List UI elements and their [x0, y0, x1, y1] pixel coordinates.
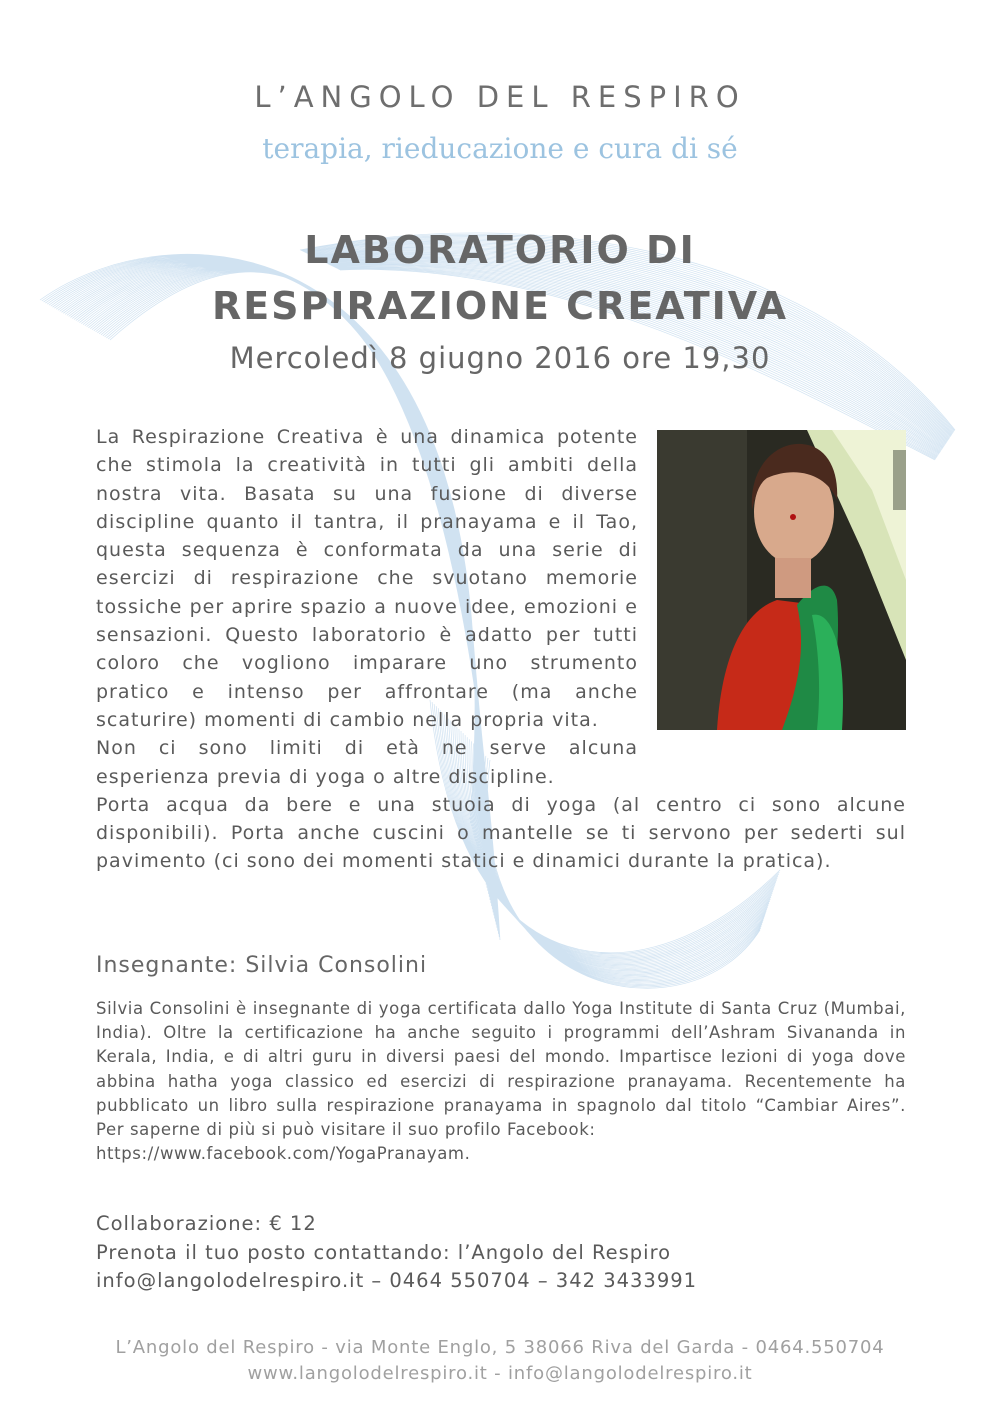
contact-line[interactable]: info@langolodelrespiro.it – 0464 550704 – 342 3433991 [96, 1269, 698, 1292]
facebook-link[interactable]: https://www.facebook.com/YogaPranayam. [96, 1144, 471, 1164]
footer [0, 1335, 1000, 1387]
teacher-heading: Insegnante: Silvia Consolini [96, 953, 428, 978]
teacher-bio-text: Silvia Consolini è insegnante di yoga certificata dallo Yoga Institute di Santa Cruz (Mumbai, India). Oltre la certificazione ha anche seguito i programmi dell’Ashram Sivananda in Kerala, India, e di altri guru in diversi paesi del mondo. Impartisce lezioni di yoga dove abbina hatha yoga classico ed esercizi di respirazione pranayama. Recentemente ha pubblicato un libro sulla respirazione pranayama in spagnolo dal titolo “Cambiar Aires”. Per saperne di più si può visitare il suo profilo Facebook: [96, 999, 906, 1140]
event-title-line1: LABORATORIO DI [304, 228, 696, 272]
teacher-bio [96, 997, 906, 1166]
event-date: Mercoledì 8 giugno 2016 ore 19,30 [229, 341, 771, 375]
price: Collaborazione: € 12 [96, 1212, 317, 1235]
event-description [96, 423, 906, 876]
description-paragraph-2: Non ci sono limiti di età ne serve alcuna esperienza previa di yoga o altre discipline. [96, 737, 638, 788]
description-paragraph-1: La Respirazione Creativa è una dinamica potente che stimola la creatività in tutti gli ambiti della nostra vita. Basata su una fusione di diverse discipline quanto il tantra, il pranayama e il Tao, questa sequenza è conformata da una serie di esercizi di respirazione che svuotano memorie tossiche per aprire spazio a nuove idee, emozioni e sensazioni. Questo laboratorio è adatto per tutti coloro che vogliono imparare uno strumento pratico e intenso per affrontare (ma anche scaturire) momenti di cambio nella propria vita. [96, 426, 638, 731]
event-title [0, 222, 1000, 334]
brand-name: L’ANGOLO DEL RESPIRO [254, 80, 746, 114]
booking-info [96, 1210, 906, 1296]
footer-address: L’Angolo del Respiro - via Monte Englo, 5 38066 Riva del Garda - 0464.550704 [115, 1337, 885, 1358]
brand-tagline: terapia, rieducazione e cura di sé [262, 132, 738, 165]
event-title-line2: RESPIRAZIONE CREATIVA [211, 284, 789, 328]
footer-web[interactable]: www.langolodelrespiro.it - info@langolodelrespiro.it [247, 1363, 753, 1384]
description-paragraph-3: Porta acqua da bere e una stuoia di yoga (al centro ci sono alcune disponibili). Porta anche cuscini o mantelle se ti servono per sederti sul pavimento (ci sono dei momenti statici e dinamici durante la pratica). [96, 793, 906, 873]
photo-spacer [638, 423, 906, 735]
reserve-note: Prenota il tuo posto contattando: l’Angolo del Respiro [96, 1240, 672, 1264]
